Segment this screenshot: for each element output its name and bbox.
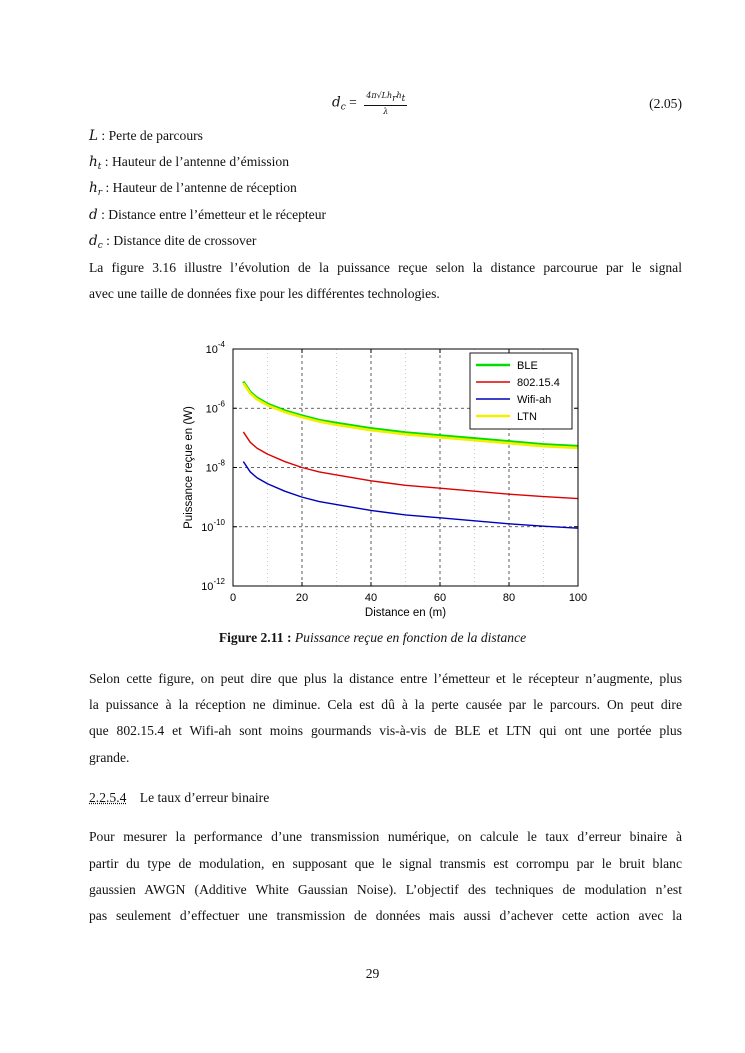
x-tick-label: 20 <box>295 592 309 604</box>
definition-hr: $h_r$ : Hauteur de l’antenne de réception <box>89 180 297 198</box>
paragraph-2-line-4: grande. <box>89 750 130 765</box>
legend-label: Wifi-ah <box>517 394 552 406</box>
paragraph-2-line-1: Selon cette figure, on peut dire que plus la distance entre l’émetteur et le récepteur n’augmente, plus <box>89 671 682 686</box>
equation-number: (2.05) <box>649 96 682 111</box>
intro-paragraph-line-2: avec une taille de données fixe pour les différentes technologies. <box>89 286 440 301</box>
section-number: 2.2.5.4 <box>89 790 127 805</box>
equation-equals: = <box>349 94 357 110</box>
y-tick-label: $10^{-10}$ <box>201 517 225 534</box>
x-tick-label: 40 <box>364 592 378 604</box>
page-number: 29 <box>365 966 380 981</box>
y-tick-label: $10^{-12}$ <box>201 577 225 593</box>
paragraph-3-line-4: pas seulement d’effectuer une transmission de données mais aussi d’achever cette action avec la <box>89 908 682 923</box>
equation <box>332 91 407 116</box>
section-heading <box>89 790 269 806</box>
equation-fraction <box>364 91 407 116</box>
definition-d: d : Distance entre l’émetteur et le récepteur <box>89 207 327 223</box>
figure-caption-text: Puissance reçue en fonction de la distance <box>294 630 527 645</box>
equation-numerator: 4π√Lhrht <box>366 91 406 104</box>
legend-label: BLE <box>517 360 538 372</box>
section-title: Le taux d’erreur binaire <box>139 790 270 805</box>
legend-label: LTN <box>517 411 537 423</box>
x-tick-label: 0 <box>229 592 237 604</box>
x-tick-label: 60 <box>433 592 447 604</box>
y-tick-label: $10^{-6}$ <box>205 399 225 416</box>
received-power-chart <box>180 336 600 626</box>
equation-denominator: λ <box>383 107 389 116</box>
definition-L: L : Perte de parcours <box>89 128 203 144</box>
paragraph-2-line-2: la puissance à la réception ne diminue. Cela est dû à la perte causée par le parcours. On peut dire <box>89 697 682 712</box>
equation-lhs: d <box>332 94 341 111</box>
intro-paragraph-line-1: La figure 3.16 illustre l’évolution de la puissance reçue selon la distance parcourue par le signal <box>89 260 682 275</box>
paragraph-3-line-2: partir du type de modulation, en supposant que le signal transmis est corrompu par le bruit blanc <box>89 856 682 871</box>
y-tick-label: $10^{-8}$ <box>205 458 225 475</box>
x-tick-label: 100 <box>568 592 588 604</box>
y-tick-label: $10^{-4}$ <box>205 340 225 356</box>
figure-caption <box>0 630 745 646</box>
definition-ht: $h_t$ : Hauteur de l’antenne d’émission <box>89 154 290 172</box>
paragraph-3-line-1: Pour mesurer la performance d’une transmission numérique, on calcule le taux d’erreur binaire à <box>89 829 682 844</box>
paragraph-3-line-3: gaussien AWGN (Additive White Gaussian Noise). L’objectif des techniques de modulation n’est <box>89 882 682 897</box>
figure-label: Figure 2.11 : <box>218 630 292 645</box>
x-axis-label: Distance en (m) <box>364 607 447 619</box>
legend-label: 802.15.4 <box>517 377 560 389</box>
definition-dc: $d_c$ : Distance dite de crossover <box>89 233 257 251</box>
equation-lhs-subscript: c <box>340 102 346 113</box>
y-axis-label: Puissance reçue en (W) <box>183 406 195 529</box>
x-tick-label: 80 <box>502 592 516 604</box>
paragraph-2-line-3: que 802.15.4 et Wifi-ah sont moins gourmands vis-à-vis de BLE et LTN qui ont une portée plus <box>89 723 682 738</box>
